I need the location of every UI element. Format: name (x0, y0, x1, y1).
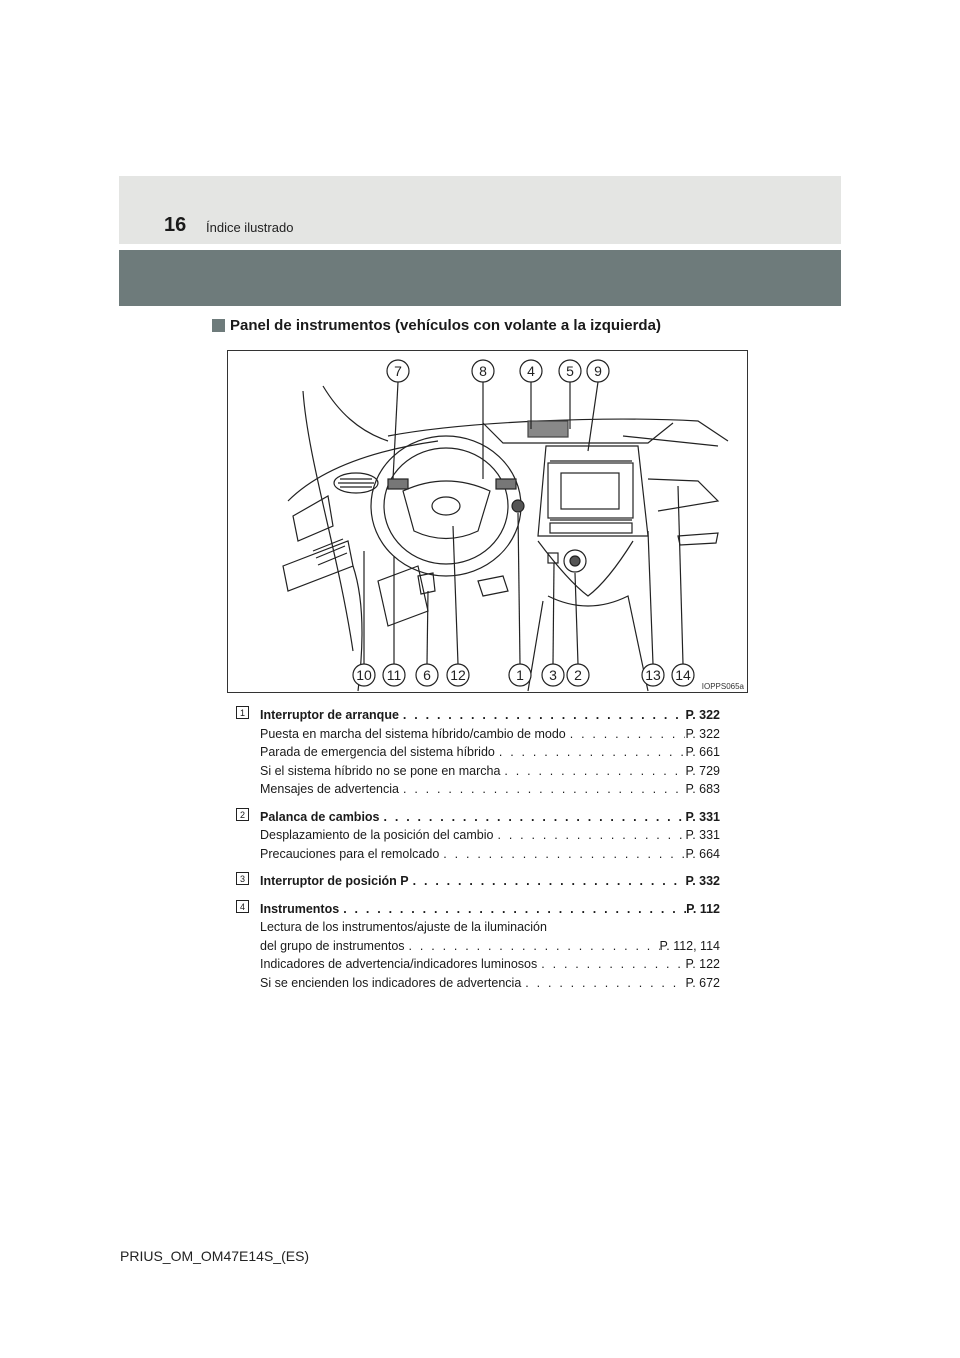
entry-sub-row (260, 762, 720, 781)
entry-title-row (260, 808, 720, 827)
index-entry (236, 872, 720, 891)
index-entries (236, 706, 720, 1001)
entry-sub-row (260, 845, 720, 864)
callout-bottom-label-2: 2 (574, 667, 582, 683)
callout-bottom-leader-6 (427, 591, 428, 664)
index-entry (236, 900, 720, 993)
leader-dots (566, 725, 686, 744)
entry-page-ref: P. 664 (685, 846, 720, 861)
section-square-icon (212, 319, 225, 332)
callout-layer (228, 351, 748, 693)
entry-page-ref: P. 322 (685, 708, 720, 722)
callout-bottom-leader-3 (553, 563, 554, 664)
section-title-text: Panel de instrumentos (vehículos con volante a la izquierda) (230, 317, 661, 334)
callout-top-label-5: 5 (566, 363, 574, 379)
leader-dots (500, 762, 685, 781)
callout-top-label-7: 7 (394, 363, 402, 379)
entry-page-ref: P. 729 (685, 763, 720, 778)
chapter-title: Índice ilustrado (206, 220, 294, 235)
entry-page-ref: P. 683 (685, 782, 720, 796)
entry-sub-row (260, 743, 720, 762)
entry-sub-row (260, 955, 720, 974)
section-band (119, 250, 841, 306)
entry-label: Lectura de los instrumentos/ajuste de la iluminación (260, 920, 547, 934)
callout-bottom-label-6: 6 (423, 667, 431, 683)
callout-bottom-label-12: 12 (450, 667, 466, 683)
callout-bottom-leader-14 (678, 486, 683, 664)
entry-page-ref: P. 112 (686, 901, 720, 916)
entry-label: Puesta en marcha del sistema híbrido/cambio de modo (260, 726, 566, 741)
dashboard-illustration (227, 350, 748, 693)
entry-label: Si el sistema híbrido no se pone en marcha (260, 763, 501, 778)
entry-page-ref: P. 122 (685, 957, 720, 971)
callout-bottom-label-13: 13 (645, 667, 661, 683)
entry-number-badge: 4 (236, 900, 249, 913)
leader-dots (405, 937, 660, 956)
entry-sub-row (260, 937, 720, 956)
leader-dots (399, 706, 686, 725)
callout-bottom-label-3: 3 (549, 667, 557, 683)
callout-top-leader-7 (393, 382, 398, 479)
callout-bottom-leader-2 (575, 573, 578, 664)
entry-title-row (260, 872, 720, 891)
entry-page-ref: P. 112, 114 (659, 938, 720, 953)
entry-sub-row (260, 780, 720, 799)
leader-dots (537, 955, 685, 974)
callout-bottom-label-1: 1 (516, 667, 524, 683)
entry-label: Si se encienden los indicadores de advertencia (260, 975, 522, 990)
footer-doc-id: PRIUS_OM_OM47E14S_(ES) (120, 1248, 310, 1264)
entry-label: Parada de emergencia del sistema híbrido (260, 745, 495, 759)
entry-label: Desplazamiento de la posición del cambio (260, 828, 494, 842)
entry-sub-row (260, 918, 720, 937)
entry-number-badge: 2 (236, 808, 249, 821)
entry-page-ref: P. 672 (685, 975, 720, 990)
entry-page-ref: P. 661 (685, 745, 720, 759)
callout-top-label-8: 8 (479, 363, 487, 379)
callout-bottom-leader-13 (648, 531, 653, 664)
page-number: 16 (164, 214, 187, 236)
entry-label: del grupo de instrumentos (260, 938, 405, 953)
entry-label: Instrumentos (260, 901, 340, 916)
leader-dots (439, 845, 685, 864)
entry-label: Palanca de cambios (260, 809, 380, 824)
entry-sub-row (260, 826, 720, 845)
callout-bottom-label-14: 14 (675, 667, 691, 683)
leader-dots (521, 974, 685, 993)
entry-label: Mensajes de advertencia (260, 782, 399, 796)
index-entry (236, 706, 720, 799)
callout-top-label-9: 9 (594, 363, 602, 379)
figure-code: IOPPS065a (701, 682, 744, 691)
section-heading (212, 317, 661, 334)
callout-bottom-label-10: 10 (356, 667, 372, 683)
leader-dots (493, 826, 685, 845)
callout-bottom-leader-12 (453, 526, 458, 664)
callout-bottom-leader-1 (518, 513, 520, 664)
entry-label: Interruptor de arranque (260, 708, 399, 722)
entry-sub-row (260, 974, 720, 993)
entry-title-row (260, 706, 720, 725)
entry-page-ref: P. 322 (685, 726, 720, 741)
entry-page-ref: P. 332 (685, 874, 720, 888)
entry-title-row (260, 900, 720, 919)
leader-dots (339, 900, 686, 919)
entry-number-badge: 3 (236, 872, 249, 885)
entry-label: Interruptor de posición P (260, 874, 409, 888)
leader-dots (409, 872, 686, 891)
callout-top-leader-9 (588, 382, 598, 451)
entry-number-badge: 1 (236, 706, 249, 719)
index-entry (236, 808, 720, 864)
callout-bottom-label-11: 11 (386, 667, 402, 683)
entry-label: Indicadores de advertencia/indicadores luminosos (260, 957, 538, 971)
leader-dots (495, 743, 686, 762)
leader-dots (380, 808, 686, 827)
callout-top-label-4: 4 (527, 363, 535, 379)
entry-sub-row (260, 725, 720, 744)
entry-page-ref: P. 331 (685, 809, 720, 824)
entry-page-ref: P. 331 (685, 828, 720, 842)
entry-label: Precauciones para el remolcado (260, 846, 440, 861)
leader-dots (399, 780, 685, 799)
